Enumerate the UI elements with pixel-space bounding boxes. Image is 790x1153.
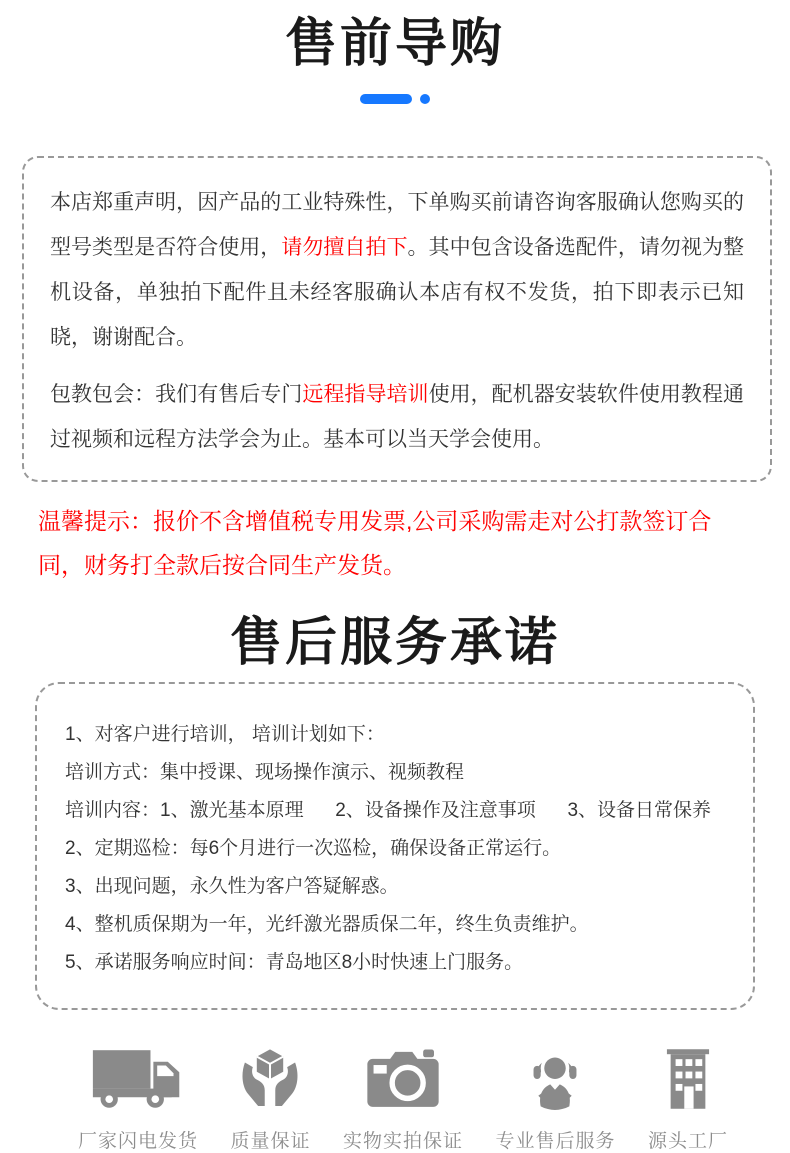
service-line: 4、整机质保期为一年，光纤激光器质保二年，终生负责维护。 [65, 914, 589, 936]
feature-item-factory [648, 1048, 728, 1153]
feature-strip [0, 1048, 790, 1153]
headset-agent-icon [525, 1048, 585, 1110]
store-declaration-paragraph [50, 180, 744, 360]
presale-notice-box [22, 156, 772, 482]
feature-label: 实物实拍保证 [342, 1131, 463, 1153]
blue-pill-decoration [360, 94, 412, 104]
feature-item-shipping [78, 1048, 198, 1153]
factory-building-icon [657, 1048, 719, 1110]
text-segment: 。其中包含设备选配件，请勿视为整机设备，单独拍下配件且未经客服确认本店有权不发货，拍下即表示已知晓，谢谢配合。 [50, 236, 744, 350]
feature-item-real-photo [343, 1048, 463, 1153]
feature-item-aftersale-service [495, 1048, 615, 1153]
text-segment: 包教包会：我们有售后专门 [50, 383, 303, 407]
service-line: 2、定期巡检：每6个月进行一次巡检，确保设备正常运行。 [65, 838, 562, 860]
service-line: 培训方式：集中授课、现场操作演示、视频教程 [65, 762, 465, 784]
feature-label: 源头工厂 [647, 1131, 728, 1153]
truck-icon [90, 1048, 186, 1110]
feature-label: 厂家闪电发货 [78, 1131, 199, 1153]
hands-cube-icon [237, 1048, 303, 1110]
warm-tip-text: 温馨提示：报价不含增值税专用发票,公司采购需走对公打款签订合同，财务打全款后按合同生产发货。 [38, 508, 712, 579]
service-line: 5、承诺服务响应时间：青岛地区8小时快速上门服务。 [65, 952, 524, 974]
red-highlight-text: 远程指导培训 [302, 383, 429, 407]
aftersale-promise-box [35, 682, 755, 1010]
title-underline-decoration [0, 93, 790, 104]
text-segment: 本店郑重声明，因产品的工业特殊性，下单购买前请咨询客服确认您购买的型号类型是否符合使用， [50, 191, 744, 260]
training-guarantee-paragraph [50, 372, 744, 462]
service-line: 3、出现问题，永久性为客户答疑解惑。 [65, 876, 399, 898]
service-line: 培训内容：1、激光基本原理 2、设备操作及注意事项 3、设备日常保养 [65, 800, 712, 822]
camera-icon [364, 1048, 442, 1110]
feature-item-quality [230, 1048, 310, 1153]
feature-label: 专业售后服务 [495, 1131, 616, 1153]
red-highlight-text: 请勿擅自拍下 [281, 236, 408, 260]
service-line: 1、对客户进行培训， 培训计划如下： [65, 724, 385, 746]
text-segment: 使用，配机器安装软件使用教程通过视频和远程方法学会为止。基本可以当天学会使用。 [50, 383, 744, 452]
aftersale-title: 售后服务承诺 [229, 614, 560, 673]
blue-dot-decoration [420, 94, 430, 104]
presale-title: 售前导购 [284, 15, 505, 73]
feature-label: 质量保证 [230, 1131, 311, 1153]
